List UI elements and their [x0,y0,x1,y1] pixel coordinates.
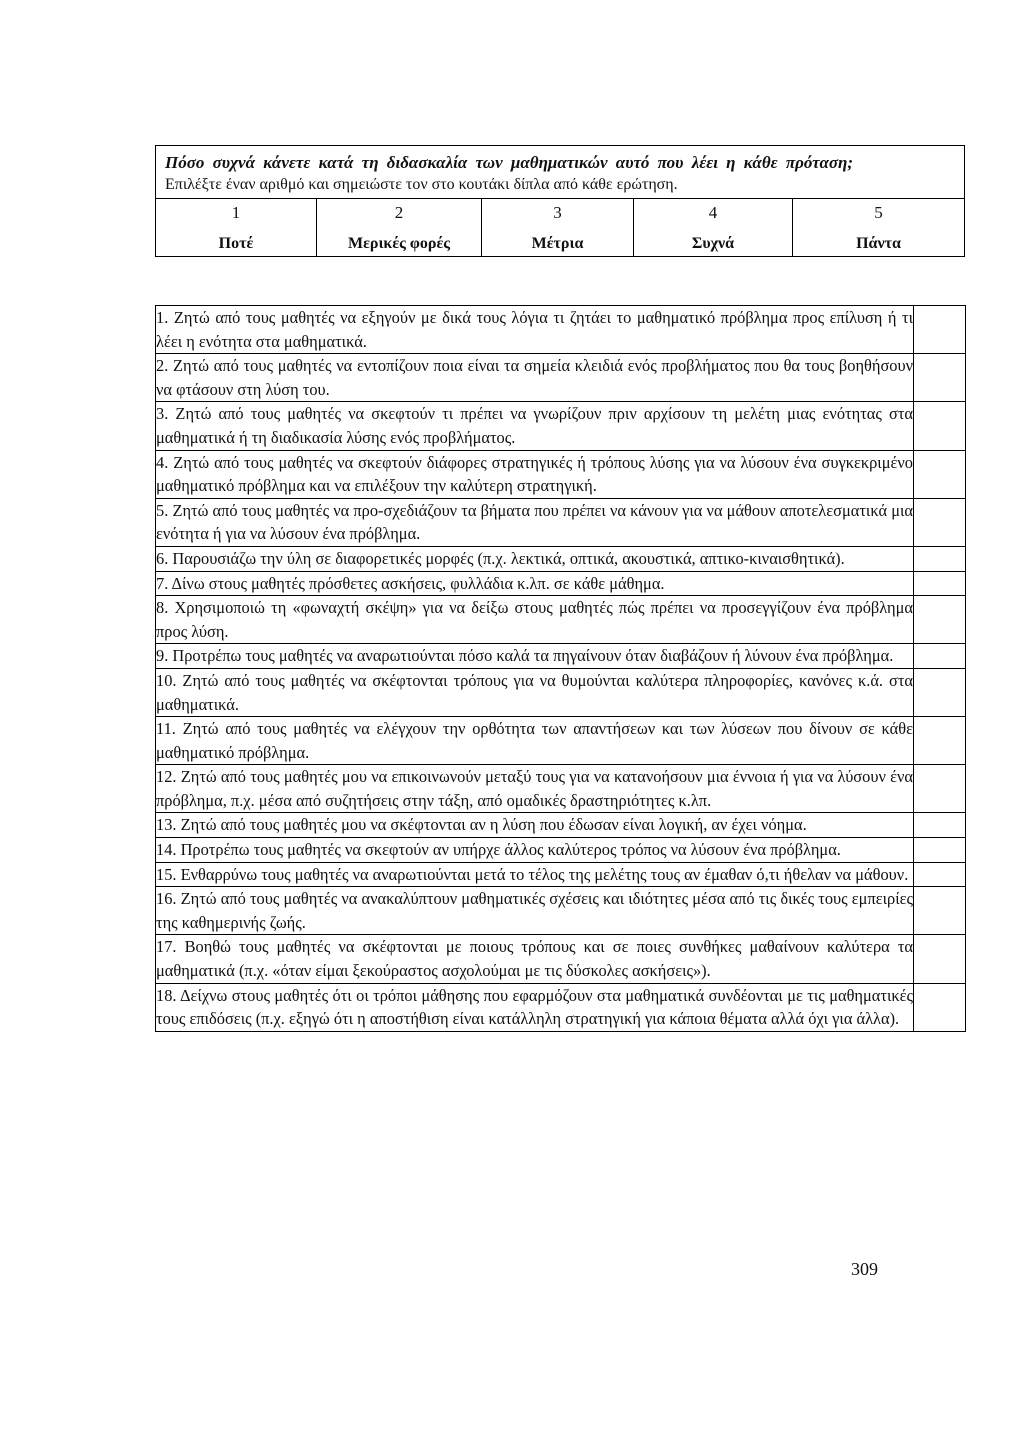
question-text: 14. Προτρέπω τους μαθητές να σκεφτούν αν υπήρχε άλλος καλύτερος τρόπος να λύσουν ένα πρόβλημα. [156,838,914,863]
scale-option-1 [156,199,316,256]
scale-option-4 [633,199,792,256]
scale-label: Μερικές φορές [347,235,451,252]
question-text: 16. Ζητώ από τους μαθητές να ανακαλύπτουν μαθηματικές σχέσεις και ιδιότητες μέσα από τις δικές τους εμπειρίες της καθημερινής ζωής. [156,887,914,935]
questionnaire-row [156,546,966,571]
questionnaire-row [156,450,966,498]
scale-label: Πάντα [856,235,901,252]
answer-box[interactable] [914,887,966,935]
question-text: 3. Ζητώ από τους μαθητές να σκεφτούν τι πρέπει να γνωρίζουν πριν αρχίσουν τη μελέτη μιας ενότητας στα μαθηματικά ή τη διαδικασία λύσης ενός προβλήματος. [156,402,914,450]
scale-option-5 [792,199,964,256]
questionnaire-row [156,862,966,887]
scale-number: 2 [394,203,404,222]
answer-box[interactable] [914,450,966,498]
questionnaire-table [155,305,966,1032]
rating-scale [156,198,964,256]
question-text: 11. Ζητώ από τους μαθητές να ελέγχουν την ορθότητα των απαντήσεων και των λύσεων που δίνουν σε κάθε μαθηματικό πρόβλημα. [156,717,914,765]
scale-number: 5 [874,203,883,222]
answer-box[interactable] [914,354,966,402]
answer-box[interactable] [914,983,966,1031]
instruction-line: Επιλέξτε έναν αριθμό και σημειώστε τον στο κουτάκι δίπλα από κάθε ερώτηση. [165,176,678,193]
page-number: 309 [851,1259,878,1279]
questionnaire-row [156,668,966,716]
answer-box[interactable] [914,838,966,863]
scale-number: 1 [231,203,241,222]
question-text: 12. Ζητώ από τους μαθητές μου να επικοινωνούν μεταξύ τους για να κατανοήσουν μια έννοια ή για να λύσουν ένα πρόβλημα, π.χ. μέσα από συζητήσεις στην τάξη, από ομαδικές δραστηριότητες κ.λπ. [156,765,914,813]
scale-label: Μέτρια [531,235,584,252]
scale-number: 4 [708,203,718,222]
questionnaire-row [156,644,966,669]
question-text: 13. Ζητώ από τους μαθητές μου να σκέφτονται αν η λύση που έδωσαν είναι λογική, αν έχει νόημα. [156,813,914,838]
answer-box[interactable] [914,498,966,546]
questionnaire-row [156,983,966,1031]
questionnaire-row [156,887,966,935]
question-text: 15. Ενθαρρύνω τους μαθητές να αναρωτιούνται μετά το τέλος της μελέτης τους αν έμαθαν ό,τι ήθελαν να μάθουν. [156,862,914,887]
answer-box[interactable] [914,644,966,669]
questionnaire-row [156,402,966,450]
answer-box[interactable] [914,668,966,716]
questionnaire-row [156,596,966,644]
question-text: 8. Χρησιμοποιώ τη «φωναχτή σκέψη» για να δείξω στους μαθητές πώς πρέπει να προσεγγίζουν ένα πρόβλημα προς λύση. [156,596,914,644]
question-title: Πόσο συχνά κάνετε κατά τη διδασκαλία των μαθηματικών αυτό που λέει η κάθε πρόταση; [165,153,854,172]
instructions-box [155,145,965,257]
scale-option-2 [316,199,481,256]
question-text: 7. Δίνω στους μαθητές πρόσθετες ασκήσεις, φυλλάδια κ.λπ. σε κάθε μάθημα. [156,571,914,596]
scale-number: 3 [553,203,562,222]
questionnaire-row [156,354,966,402]
questionnaire-row [156,306,966,354]
questionnaire-row [156,498,966,546]
questionnaire-row [156,571,966,596]
answer-box[interactable] [914,596,966,644]
scale-label: Συχνά [691,235,735,252]
question-text: 18. Δείχνω στους μαθητές ότι οι τρόποι μάθησης που εφαρμόζουν στα μαθηματικά συνδέονται με τις μαθηματικές τους επιδόσεις (π.χ. εξηγώ ότι η αποστήθιση είναι κατάλληλη στρατηγική για κάποια θέματα αλλά όχι για άλλα). [156,983,914,1031]
answer-box[interactable] [914,765,966,813]
questionnaire-row [156,838,966,863]
instructions-text [156,146,964,198]
questionnaire-row [156,813,966,838]
questionnaire-row [156,935,966,983]
answer-box[interactable] [914,717,966,765]
question-text: 4. Ζητώ από τους μαθητές να σκεφτούν διάφορες στρατηγικές ή τρόπους λύσης για να λύσουν ένα συγκεκριμένο μαθηματικό πρόβλημα και να επιλέξουν την καλύτερη στρατηγική. [156,450,914,498]
question-text: 17. Βοηθώ τους μαθητές να σκέφτονται με ποιους τρόπους και σε ποιες συνθήκες μαθαίνουν καλύτερα τα μαθηματικά (π.χ. «όταν είμαι ξεκούραστος ασχολούμαι με τις δύσκολες ασκήσεις»). [156,935,914,983]
questionnaire-row [156,765,966,813]
question-text: 1. Ζητώ από τους μαθητές να εξηγούν με δικά τους λόγια τι ζητάει το μαθηματικό πρόβλημα προς επίλυση ή τι λέει η ενότητα στα μαθηματικά. [156,306,914,354]
questionnaire-row [156,717,966,765]
question-text: 2. Ζητώ από τους μαθητές να εντοπίζουν ποια είναι τα σημεία κλειδιά ενός προβλήματος που θα τους βοηθήσουν να φτάσουν στη λύση του. [156,354,914,402]
scale-label: Ποτέ [218,235,254,252]
scale-option-3 [481,199,633,256]
question-text: 6. Παρουσιάζω την ύλη σε διαφορετικές μορφές (π.χ. λεκτικά, οπτικά, ακουστικά, απτικο-κιναισθητικά). [156,546,914,571]
answer-box[interactable] [914,306,966,354]
question-text: 9. Προτρέπω τους μαθητές να αναρωτιούνται πόσο καλά τα πηγαίνουν όταν διαβάζουν ή λύνουν ένα πρόβλημα. [156,644,914,669]
answer-box[interactable] [914,571,966,596]
question-text: 10. Ζητώ από τους μαθητές να σκέφτονται τρόπους για να θυμούνται καλύτερα πληροφορίες, κανόνες κ.ά. στα μαθηματικά. [156,668,914,716]
answer-box[interactable] [914,402,966,450]
answer-box[interactable] [914,546,966,571]
answer-box[interactable] [914,813,966,838]
answer-box[interactable] [914,862,966,887]
question-text: 5. Ζητώ από τους μαθητές να προ-σχεδιάζουν τα βήματα που πρέπει να κάνουν για να μάθουν αποτελεσματικά μια ενότητα ή για να λύσουν ένα πρόβλημα. [156,498,914,546]
answer-box[interactable] [914,935,966,983]
